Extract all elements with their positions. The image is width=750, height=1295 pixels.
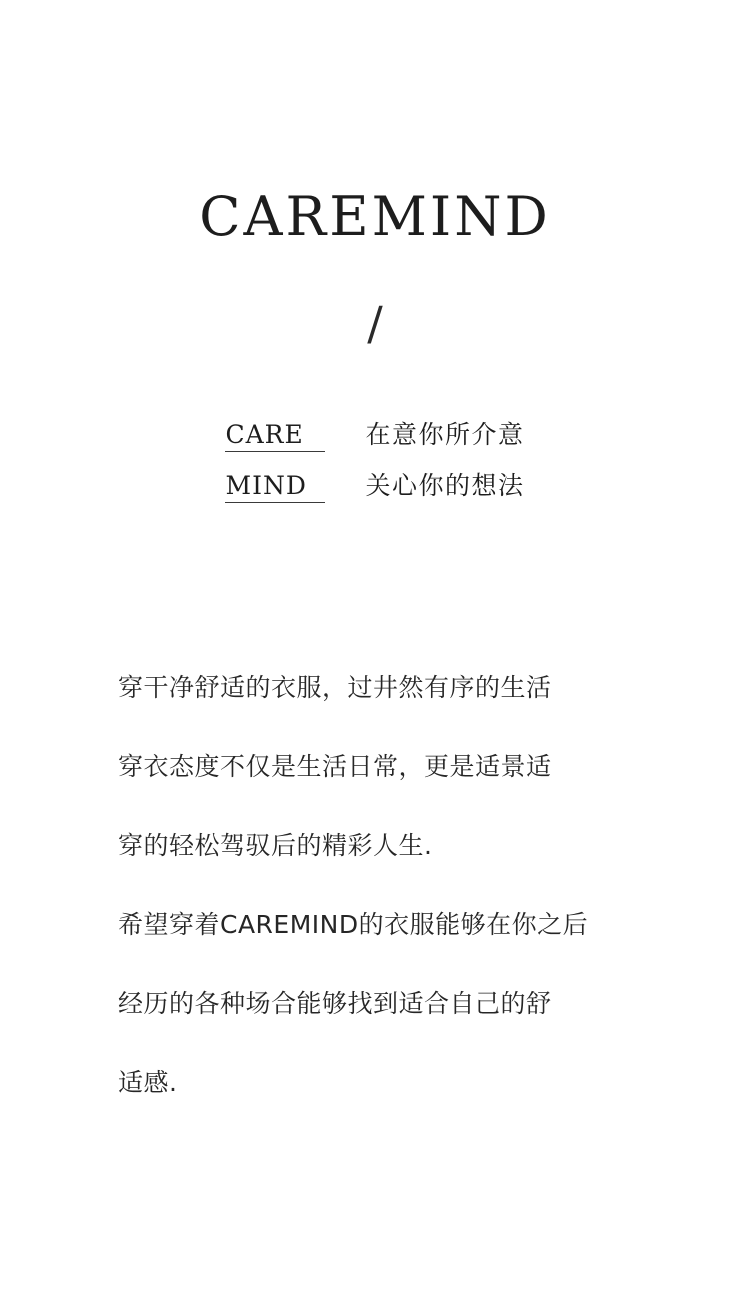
tagline-row (225, 415, 524, 452)
tagline-en-care: CARE (225, 420, 325, 452)
tagline-block (0, 415, 750, 503)
body-line: 经历的各种场合能够找到适合自己的舒 (118, 989, 552, 1018)
tagline-cn-care: 在意你所介意 (365, 420, 525, 449)
slash-divider: / (367, 296, 383, 350)
body-line: 穿干净舒适的衣服，过井然有序的生活 (118, 673, 552, 702)
brand-wordmark: CAREMIND (199, 185, 551, 248)
body-copy (118, 675, 638, 1095)
tagline-rows (225, 415, 524, 503)
body-line: 希望穿着CAREMIND的衣服能够在你之后 (118, 910, 589, 939)
body-line: 穿的轻松驾驭后的精彩人生. (118, 831, 433, 860)
tagline-cn-mind: 关心你的想法 (365, 471, 525, 500)
tagline-en-mind: MIND (225, 471, 325, 503)
body-line: 穿衣态度不仅是生活日常，更是适景适 (118, 752, 552, 781)
tagline-row (225, 466, 524, 503)
body-line: 适感. (118, 1068, 178, 1097)
